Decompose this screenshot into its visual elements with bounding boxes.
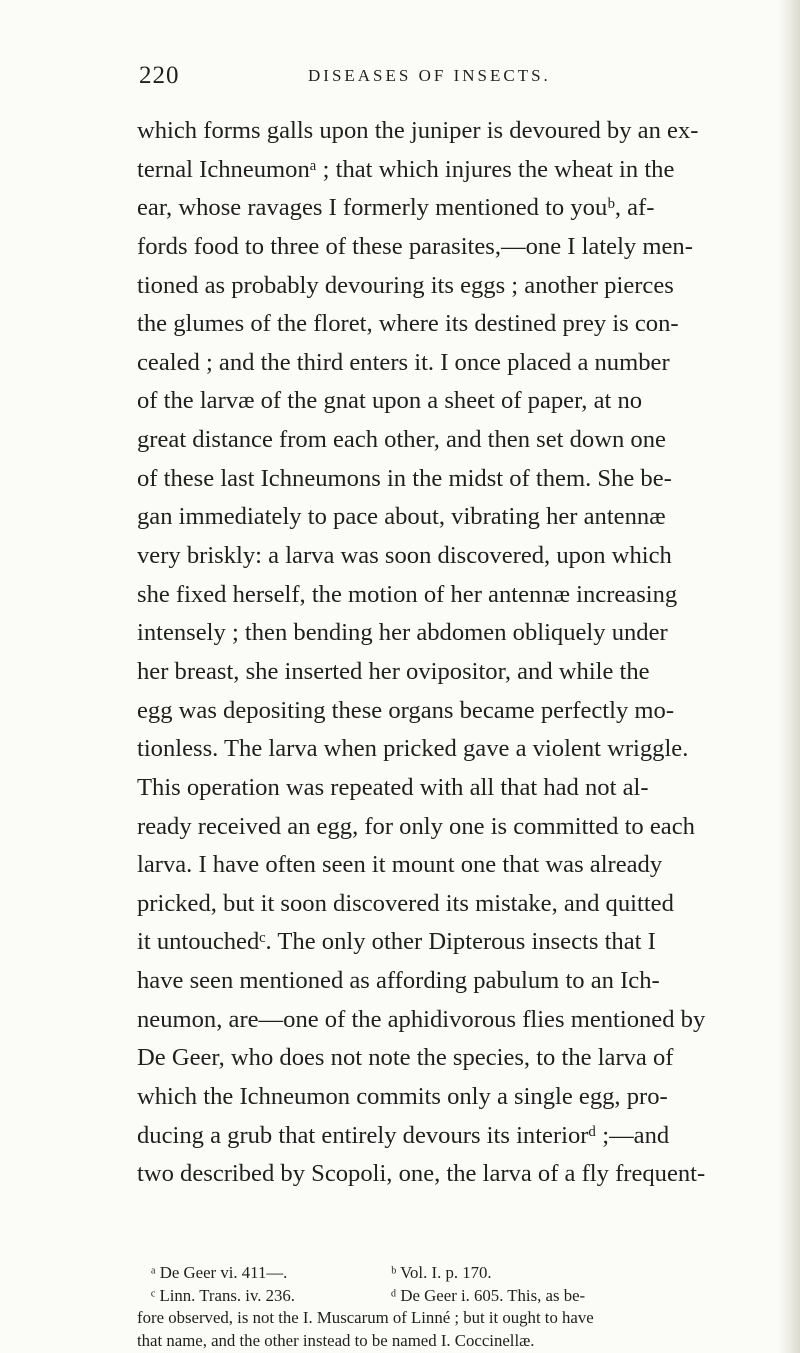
- text-line: tionless. The larva when pricked gave a violent wriggle.: [137, 735, 689, 763]
- text-line: cealed ; and the third enters it. I once placed a number: [137, 348, 670, 376]
- footnote-line: [137, 1285, 767, 1308]
- text-line: two described by Scopoli, one, the larva of a fly frequent-: [137, 1160, 706, 1188]
- text-line: This operation was repeated with all that had not al-: [137, 773, 649, 801]
- footnotes: [137, 1262, 767, 1352]
- text-line: of the larvæ of the gnat upon a sheet of paper, at no: [137, 387, 643, 415]
- text-line: egg was depositing these organs became perfectly mo-: [137, 696, 675, 724]
- running-head: DISEASES OF INSECTS.: [308, 66, 551, 85]
- footnote-c: ᶜ Linn. Trans. iv. 236.: [151, 1285, 295, 1305]
- footnote-continuation: fore observed, is not the I. Muscarum of Linné ; but it ought to have: [137, 1308, 594, 1327]
- text-line: larva. I have often seen it mount one that was already: [137, 851, 663, 879]
- text-line: ternal Ichneumonᵃ ; that which injures the wheat in the: [137, 155, 675, 183]
- footnote-continuation: that name, and the other instead to be named I. Coccinellæ.: [137, 1330, 535, 1350]
- footnote-d: ᵈ De Geer i. 605. This, as be-: [391, 1285, 586, 1305]
- text-line: ready received an egg, for only one is committed to each: [137, 812, 695, 840]
- text-line: great distance from each other, and then set down one: [137, 426, 666, 454]
- text-line: neumon, are—one of the aphidivorous flies mentioned by: [137, 1005, 706, 1033]
- footnote-a: ᵃ De Geer vi. 411—.: [151, 1263, 288, 1282]
- text-line: pricked, but it soon discovered its mistake, and quitted: [137, 889, 674, 917]
- text-line: gan immediately to pace about, vibrating her antennæ: [137, 503, 666, 531]
- body-text: [137, 112, 757, 1194]
- text-line: her breast, she inserted her ovipositor, and while the: [137, 657, 650, 685]
- text-line: ear, whose ravages I formerly mentioned to youᵇ, af-: [137, 194, 655, 222]
- text-line: very briskly: a larva was soon discovered, upon which: [137, 542, 672, 570]
- footnote-b: ᵇ Vol. I. p. 170.: [391, 1263, 492, 1282]
- text-line: fords food to three of these parasites,—one I lately men-: [137, 232, 693, 260]
- text-line: intensely ; then bending her abdomen obliquely under: [137, 619, 668, 647]
- text-line: De Geer, who does not note the species, to the larva of: [137, 1044, 674, 1072]
- text-line: have seen mentioned as affording pabulum to an Ich-: [137, 967, 660, 995]
- page-header: [0, 62, 800, 92]
- text-line: of these last Ichneumons in the midst of them. She be-: [137, 464, 672, 492]
- text-line: the glumes of the floret, where its destined prey is con-: [137, 310, 679, 338]
- text-line: ducing a grub that entirely devours its interiorᵈ ;—and: [137, 1121, 670, 1149]
- page-edge-shadow: [778, 0, 800, 1353]
- text-line: which forms galls upon the juniper is devoured by an ex-: [137, 117, 699, 144]
- text-line: she fixed herself, the motion of her antennæ increasing: [137, 580, 678, 608]
- footnote-line: [137, 1262, 767, 1285]
- text-line: it untouchedᶜ. The only other Dipterous insects that I: [137, 928, 656, 956]
- text-line: tioned as probably devouring its eggs ; another pierces: [137, 271, 674, 299]
- text-line: which the Ichneumon commits only a single egg, pro-: [137, 1083, 668, 1111]
- page-number: 220: [139, 62, 180, 89]
